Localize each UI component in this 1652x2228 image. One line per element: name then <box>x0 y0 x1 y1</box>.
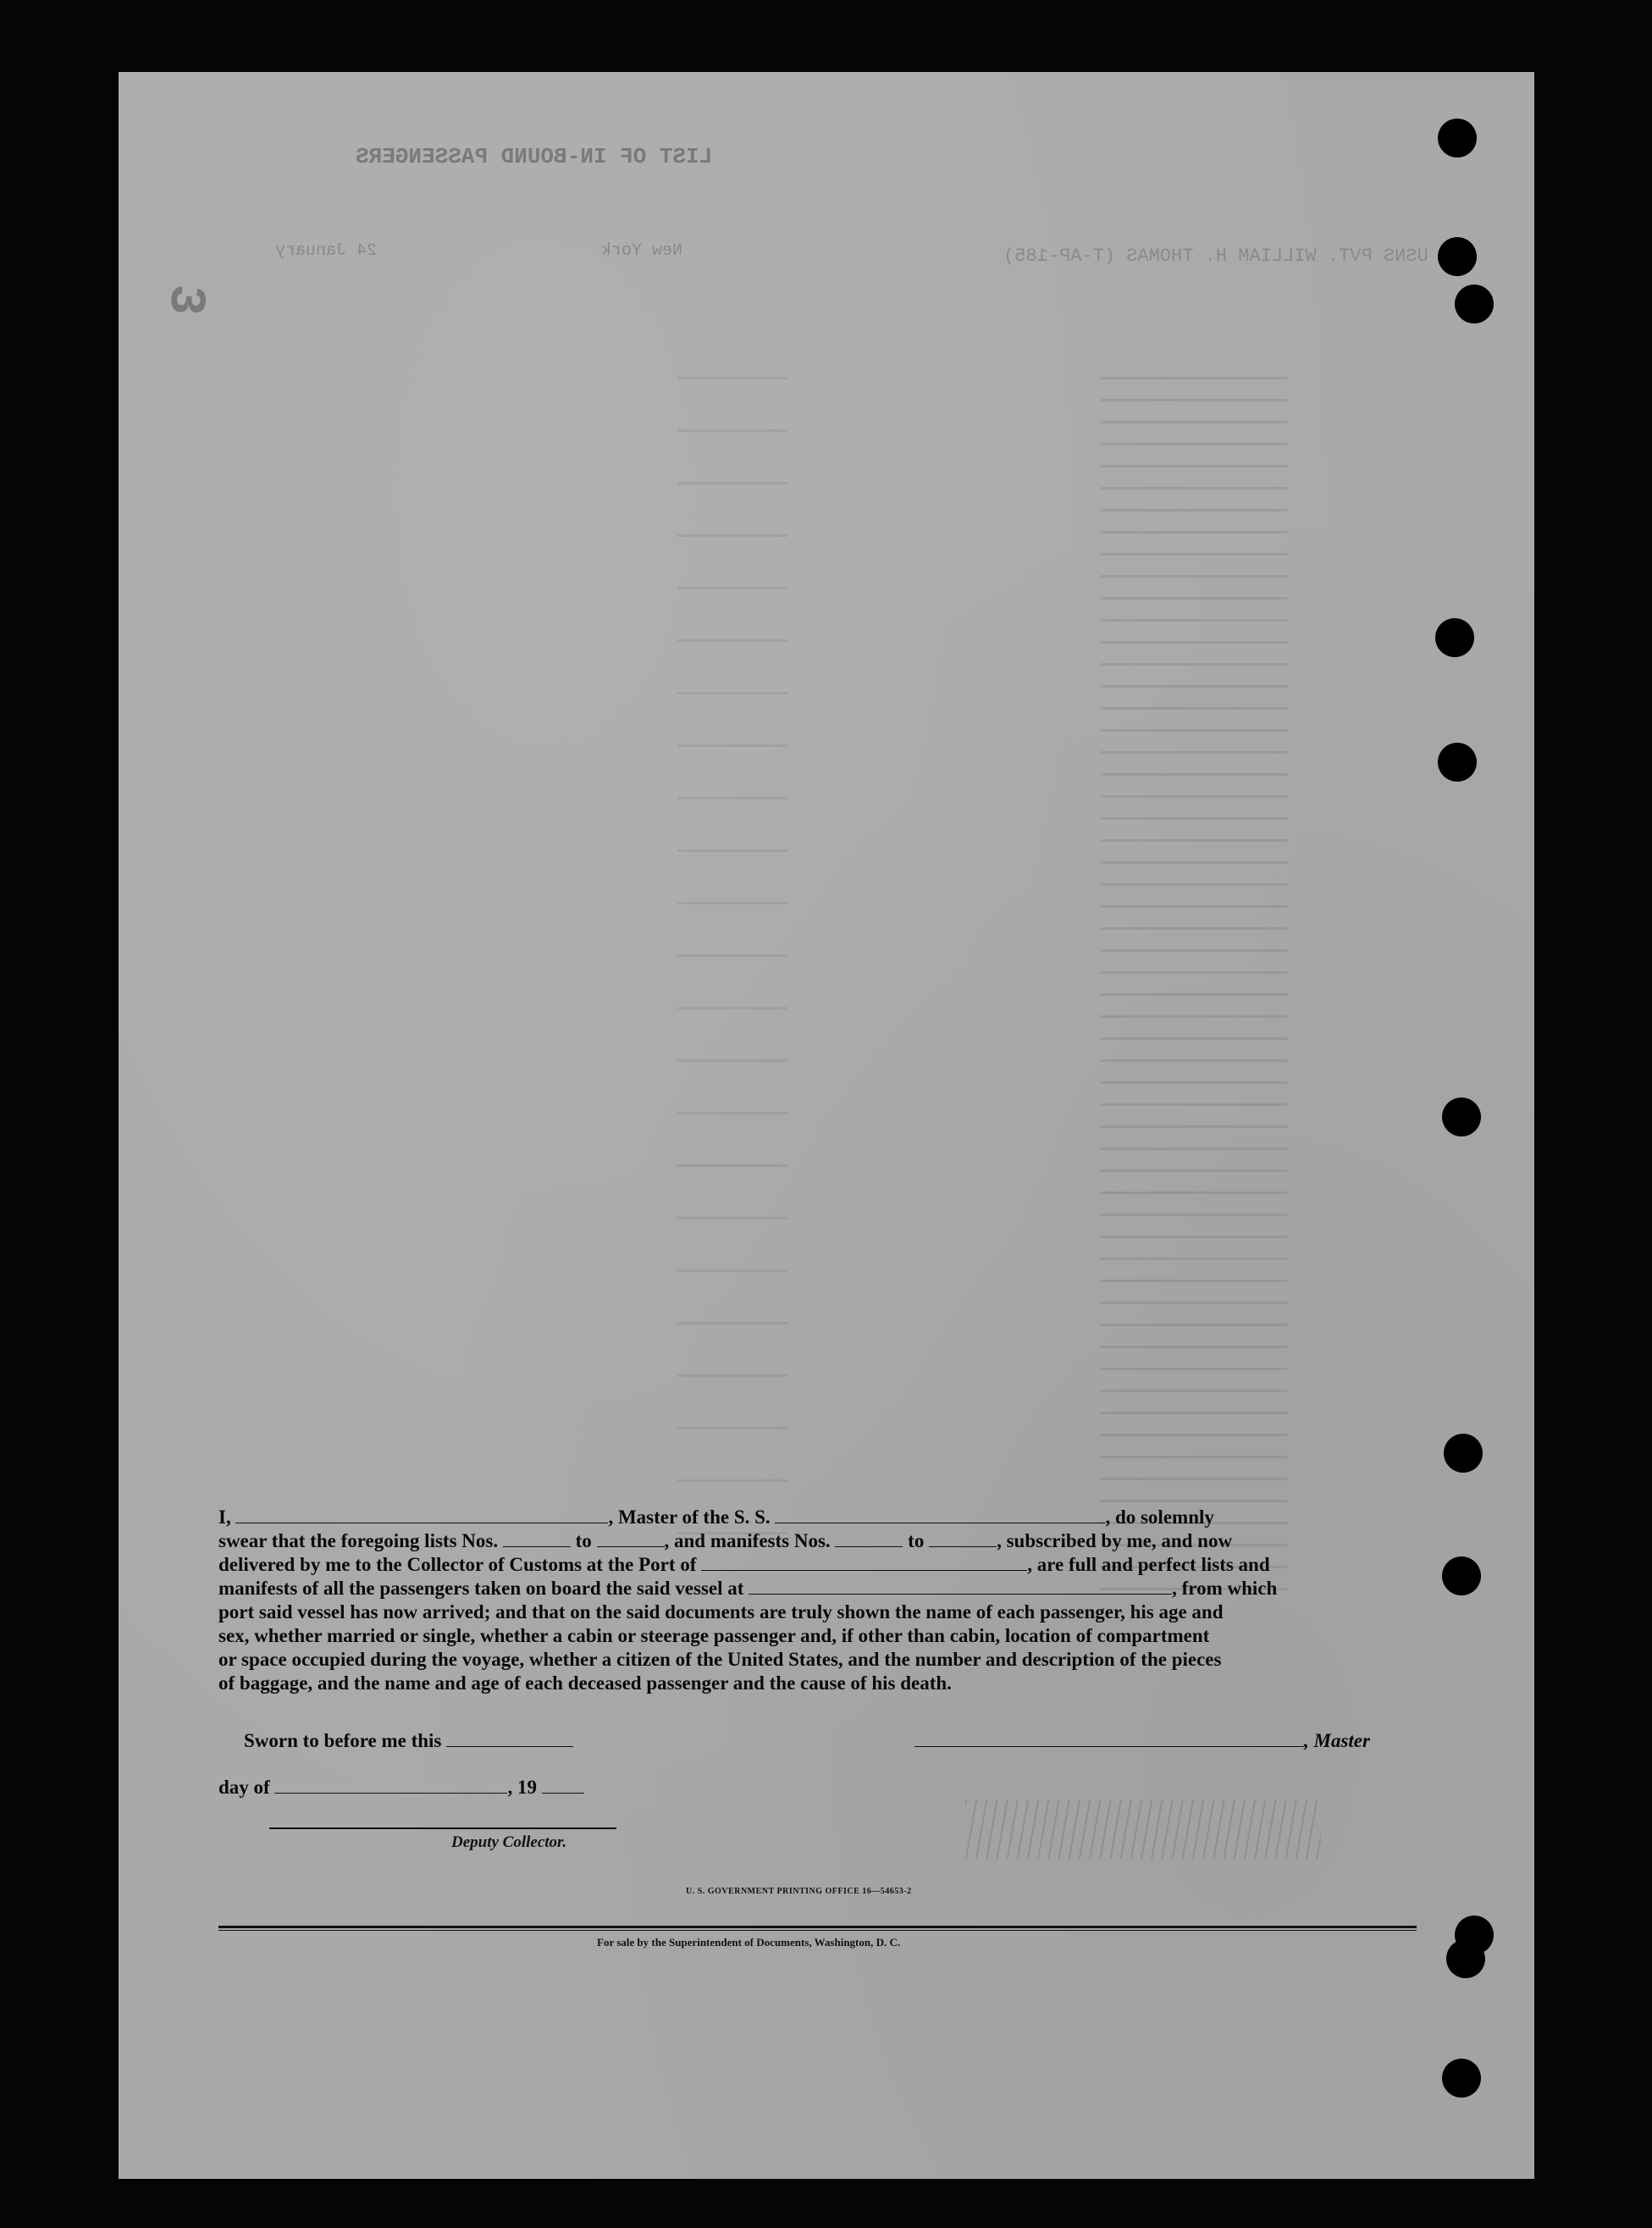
bleed-through-date: 24 January <box>275 241 378 261</box>
blank-vessel-name <box>775 1507 1105 1523</box>
bleed-through-header: LIST OF IN-BOUND PASSENGERS <box>356 144 713 169</box>
oath-text: delivered by me to the Collector of Customs at the Port of <box>218 1554 697 1575</box>
bleed-through-addresses <box>1101 377 1287 1605</box>
deputy-collector-label: Deputy Collector. <box>451 1833 567 1851</box>
blank-list-to <box>597 1531 665 1547</box>
oath-text: , subscribed by me, and now <box>997 1530 1233 1551</box>
bleed-through-places <box>677 377 787 1579</box>
binder-hole <box>1444 1434 1483 1473</box>
blank-manifest-to <box>929 1531 997 1547</box>
binder-hole <box>1442 2059 1481 2098</box>
oath-text: manifests of all the passengers taken on board the said vessel at <box>218 1578 744 1599</box>
oath-text: to <box>908 1530 925 1551</box>
date-line <box>218 1777 584 1799</box>
sworn-statement <box>244 1730 573 1752</box>
blank-year <box>542 1777 584 1794</box>
bleed-through-vessel: USNS PVT. WILLIAM H. THOMAS (T-AP-185) <box>1003 246 1428 267</box>
blank-day-month <box>274 1777 507 1794</box>
binder-hole <box>1442 1097 1481 1136</box>
binder-hole <box>1438 743 1477 782</box>
oath-text: , Master of the S. S. <box>608 1507 771 1528</box>
oath-text: sex, whether married or single, whether a cabin or steerage passenger and, if other than cabin, location of compartment <box>218 1625 1210 1646</box>
oath-text: , are full and perfect lists and <box>1027 1554 1270 1575</box>
blank-port <box>701 1555 1027 1571</box>
deputy-signature-line <box>269 1827 616 1829</box>
faint-signature-stamp <box>965 1800 1321 1859</box>
footer-rule-top <box>218 1926 1417 1928</box>
master-label: , Master <box>1304 1730 1370 1751</box>
oath-text: , and manifests Nos. <box>664 1530 831 1551</box>
oath-text: of baggage, and the name and age of each deceased passenger and the cause of his death. <box>218 1672 952 1694</box>
master-oath <box>218 1506 1417 1695</box>
blank-departure-port <box>749 1578 1172 1595</box>
master-signature-line <box>914 1730 1370 1752</box>
day-of-label: day of <box>218 1777 270 1798</box>
binder-hole <box>1455 285 1494 323</box>
binder-hole <box>1446 1939 1485 1978</box>
oath-text: I, <box>218 1507 231 1528</box>
footer-rule-bottom <box>218 1930 1417 1931</box>
oath-text: , do solemnly <box>1105 1507 1214 1528</box>
year-label: , 19 <box>507 1777 537 1798</box>
marginal-mark: 3 <box>154 282 215 318</box>
blank-master-name <box>235 1507 608 1523</box>
oath-text: to <box>575 1530 592 1551</box>
binder-hole <box>1435 618 1474 657</box>
sworn-text: Sworn to before me this <box>244 1730 442 1751</box>
oath-text: , from which <box>1172 1578 1278 1599</box>
bleed-through-port: New York <box>601 241 683 261</box>
blank-list-from <box>503 1531 571 1547</box>
oath-text: swear that the foregoing lists Nos. <box>218 1530 499 1551</box>
blank-sworn-day <box>446 1731 573 1747</box>
blank-manifest-from <box>835 1531 903 1547</box>
document-page <box>119 72 1534 2179</box>
sale-notice: For sale by the Superintendent of Documents, Washington, D. C. <box>597 1936 901 1949</box>
blank-master-signature <box>914 1731 1304 1747</box>
binder-hole <box>1438 119 1477 158</box>
binder-hole <box>1442 1556 1481 1595</box>
oath-text: or space occupied during the voyage, whether a citizen of the United States, and the number and description of the pieces <box>218 1649 1222 1670</box>
printer-imprint: U. S. GOVERNMENT PRINTING OFFICE 16—54653-2 <box>686 1887 912 1896</box>
oath-text: port said vessel has now arrived; and that on the said documents are truly shown the name of each passenger, his age and <box>218 1601 1224 1623</box>
binder-hole <box>1438 237 1477 276</box>
